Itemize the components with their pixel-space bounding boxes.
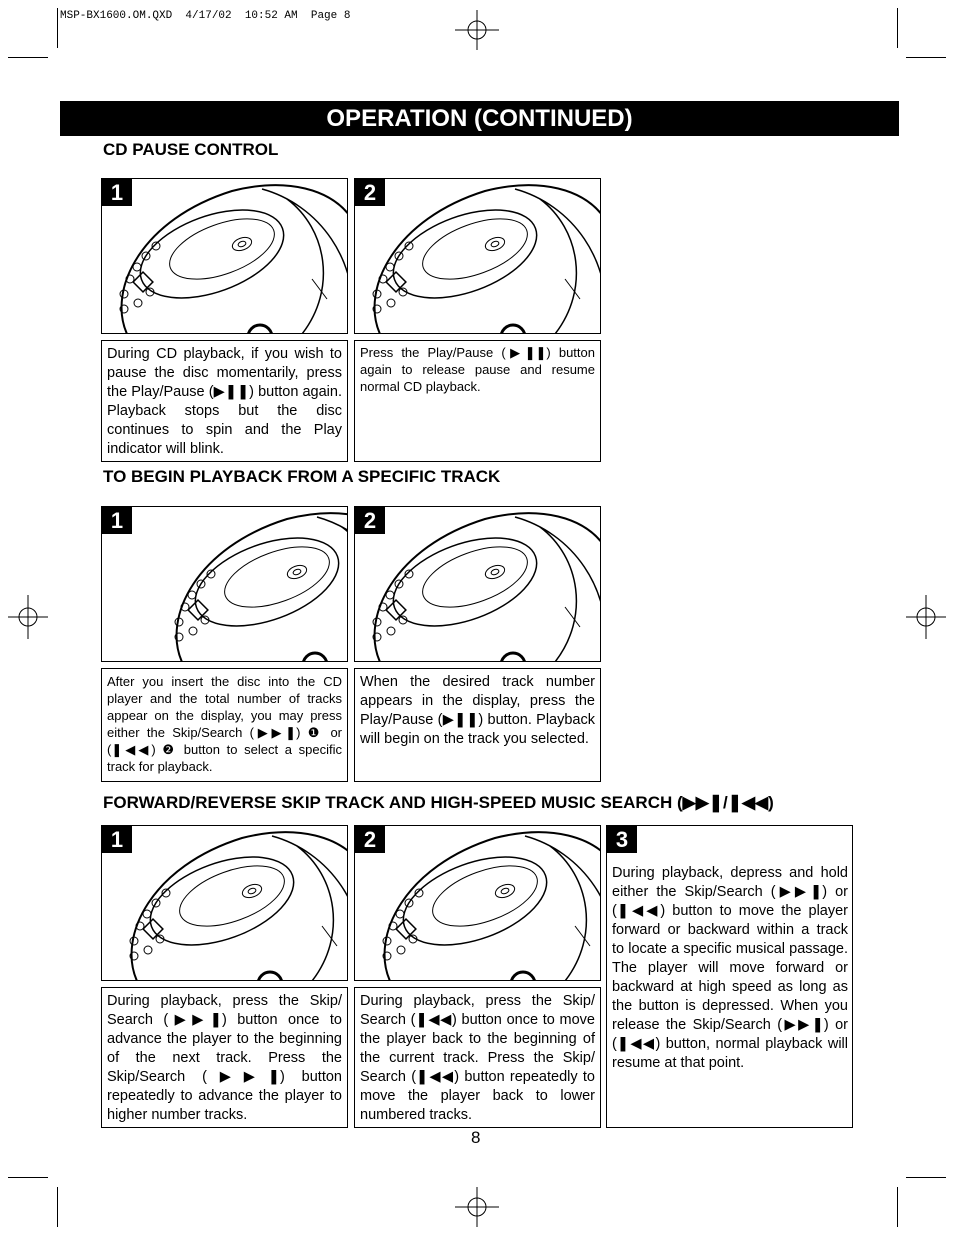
step-text: After you insert the disc into the CD player and the total number of tracks appear on the display, you may press either the Skip/Search (▶▶❚) ❶ or (❚◀◀) ❷ button to select a specific track for playback. xyxy=(101,668,348,782)
illustration-track-step-2 xyxy=(354,506,601,662)
step-text: During playback, depress and hold either the Skip/Search (▶▶❚) or (❚◀◀) button to move the player forward or backward within a track to locate a specific musical passage. The player will move forward or backward at high speed as long as the button is depressed. When you release the Skip/Search (▶▶❚) or (❚◀◀) button, normal playback will resume at that point. xyxy=(612,865,848,1071)
step-number: 1 xyxy=(102,826,132,853)
illustration-track-step-1 xyxy=(101,506,348,662)
print-header: MSP-BX1600.OM.QXD 4/17/02 10:52 AM Page 8 xyxy=(60,10,351,22)
step-text: During CD playback, if you wish to pause the disc momentarily, press the Play/Pause (▶❚❚) button again. Playback stops but the disc continues to spin and the Play indicator will blink. xyxy=(101,340,348,462)
step-text: Press the Play/Pause (▶❚❚) button again to release pause and resume normal CD playback. xyxy=(354,340,601,462)
step-number: 1 xyxy=(102,507,132,534)
page-title: OPERATION (CONTINUED) xyxy=(60,101,899,136)
illustration-pause-step-2 xyxy=(354,178,601,334)
section-heading-specific-track: TO BEGIN PLAYBACK FROM A SPECIFIC TRACK xyxy=(103,467,501,486)
section-heading-pause: CD PAUSE CONTROL xyxy=(103,140,279,159)
illustration-skip-step-2 xyxy=(354,825,601,981)
step-number: 2 xyxy=(355,826,385,853)
registration-mark-bottom xyxy=(455,1187,499,1227)
registration-mark-right xyxy=(906,595,946,639)
step-number: 2 xyxy=(355,179,385,206)
section-heading-skip-search: FORWARD/REVERSE SKIP TRACK AND HIGH-SPEED MUSIC SEARCH (▶▶❚/❚◀◀) xyxy=(103,793,774,812)
registration-mark-left xyxy=(8,595,48,639)
illustration-skip-step-1 xyxy=(101,825,348,981)
step-text: During playback, press the Skip/ Search (▶▶❚) button once to advance the player to the beginning of the next track. Press the Skip/Search (▶▶❚) button repeatedly to advance the player to higher number tracks. xyxy=(101,987,348,1128)
step-number: 3 xyxy=(607,826,637,853)
registration-mark-top xyxy=(455,10,499,50)
illustration-pause-step-1 xyxy=(101,178,348,334)
page-number: 8 xyxy=(471,1128,481,1147)
step-number: 1 xyxy=(102,179,132,206)
step-text: During playback, press the Skip/ Search (❚◀◀) button once to move the player back to the beginning of the current track. Press the Skip/ Search (❚◀◀) button repeatedly to move the player back to lower numbered tracks. xyxy=(354,987,601,1128)
step-3-panel xyxy=(606,825,853,1128)
step-number: 2 xyxy=(355,507,385,534)
step-text: When the desired track number appears in the display, press the Play/Pause (▶❚❚) button. Playback will begin on the track you selected. xyxy=(354,668,601,782)
